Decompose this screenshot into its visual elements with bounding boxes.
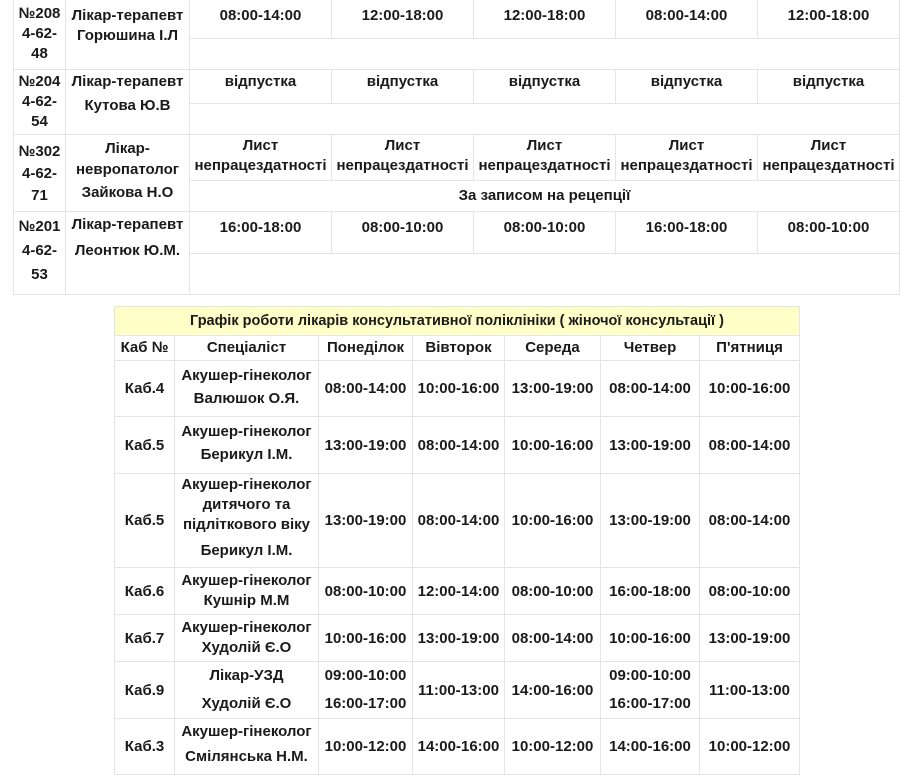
cabinet-cell: №208 4-62- 48: [13, 0, 66, 70]
table-row: [114, 417, 800, 474]
schedule-cell: 08:00-10:00: [505, 568, 601, 615]
schedule-cell: Лист непрацездатності: [758, 135, 900, 181]
schedule-cell: 10:00-16:00: [413, 361, 505, 417]
schedule-cell: 08:00-14:00: [505, 615, 601, 662]
column-header: Понеділок: [319, 336, 413, 361]
schedule-cell: 08:00-14:00: [190, 0, 332, 39]
schedule-cell: 13:00-19:00: [601, 474, 700, 568]
schedule-cell: відпустка: [190, 70, 332, 104]
schedule-cell: 16:00-18:00: [601, 568, 700, 615]
empty-cell: [190, 39, 900, 70]
specialist-cell: Акушер-гінеколог Смілянська Н.М.: [175, 719, 319, 775]
specialist-cell: Лікар-УЗД Худолій Є.О: [175, 662, 319, 719]
schedule-cell: 12:00-18:00: [332, 0, 474, 39]
cabinet-cell: Каб.6: [114, 568, 175, 615]
specialist-cell: Акушер-гінеколог Худолій Є.О: [175, 615, 319, 662]
table-row: [114, 568, 800, 615]
schedule-cell: 13:00-19:00: [319, 474, 413, 568]
specialist-cell: Акушер-гінеколог дитячого та підліткового віку Берикул І.М.: [175, 474, 319, 568]
schedule-cell: 10:00-16:00: [319, 615, 413, 662]
schedule-cell: 08:00-10:00: [758, 212, 900, 254]
therapists-schedule-table: [13, 0, 900, 295]
cabinet-cell: Каб.3: [114, 719, 175, 775]
schedule-cell: 08:00-14:00: [413, 474, 505, 568]
schedule-cell: 08:00-10:00: [700, 568, 800, 615]
table-row: [114, 662, 800, 719]
specialist-cell: Акушер-гінеколог Кушнір М.М: [175, 568, 319, 615]
schedule-cell: 12:00-14:00: [413, 568, 505, 615]
schedule-cell: 16:00-18:00: [190, 212, 332, 254]
table-row: [13, 70, 900, 104]
empty-cell: [190, 254, 900, 295]
schedule-cell: 11:00-13:00: [700, 662, 800, 719]
schedule-cell: 08:00-14:00: [700, 474, 800, 568]
schedule-cell: Лист непрацездатності: [332, 135, 474, 181]
column-header: Четвер: [601, 336, 700, 361]
schedule-cell: 13:00-19:00: [700, 615, 800, 662]
schedule-cell: 09:00-10:00 16:00-17:00: [319, 662, 413, 719]
schedule-cell: 12:00-18:00: [758, 0, 900, 39]
table-row: [13, 212, 900, 254]
schedule-cell: 08:00-14:00: [616, 0, 758, 39]
schedule-cell: 08:00-14:00: [413, 417, 505, 474]
schedule-cell: 10:00-12:00: [700, 719, 800, 775]
specialist-cell: Лікар-терапевт Кутова Ю.В: [66, 70, 190, 135]
specialist-cell: Лікар-терапевт Горюшина І.Л: [66, 0, 190, 70]
cabinet-cell: №201 4-62- 53: [13, 212, 66, 295]
schedule-cell: Лист непрацездатності: [616, 135, 758, 181]
cabinet-cell: №302 4-62- 71: [13, 135, 66, 212]
schedule-cell: 14:00-16:00: [505, 662, 601, 719]
schedule-cell: 14:00-16:00: [413, 719, 505, 775]
schedule-cell: Лист непрацездатності: [474, 135, 616, 181]
schedule-cell: Лист непрацездатності: [190, 135, 332, 181]
schedule-cell: 08:00-10:00: [319, 568, 413, 615]
column-header: Каб №: [114, 336, 175, 361]
table-row: [114, 474, 800, 568]
schedule-cell: відпустка: [616, 70, 758, 104]
schedule-cell: 13:00-19:00: [505, 361, 601, 417]
column-header: Спеціаліст: [175, 336, 319, 361]
column-header: П'ятниця: [700, 336, 800, 361]
specialist-cell: Лікар-терапевт Леонтюк Ю.М.: [66, 212, 190, 295]
header-row: [114, 336, 800, 361]
schedule-cell: 16:00-18:00: [616, 212, 758, 254]
table-row: [114, 361, 800, 417]
schedule-cell: 08:00-10:00: [474, 212, 616, 254]
schedule-caption: Графік роботи лікарів консультативної поліклініки ( жіночої консультації ): [114, 306, 800, 336]
cabinet-cell: Каб.9: [114, 662, 175, 719]
empty-cell: [190, 104, 900, 135]
schedule-cell: 11:00-13:00: [413, 662, 505, 719]
schedule-cell: 08:00-14:00: [601, 361, 700, 417]
schedule-cell: 10:00-16:00: [601, 615, 700, 662]
column-header: Вівторок: [413, 336, 505, 361]
cabinet-cell: Каб.5: [114, 417, 175, 474]
schedule-cell: відпустка: [758, 70, 900, 104]
schedule-cell: 12:00-18:00: [474, 0, 616, 39]
table-row: [13, 0, 900, 39]
table-row: [114, 615, 800, 662]
specialist-cell: Лікар- невропатолог Зайкова Н.О: [66, 135, 190, 212]
schedule-cell: 08:00-14:00: [700, 417, 800, 474]
schedule-cell: 10:00-16:00: [505, 417, 601, 474]
appointment-note: За записом на рецепції: [190, 181, 900, 212]
cabinet-cell: Каб.7: [114, 615, 175, 662]
table-row: [114, 719, 800, 775]
schedule-cell: 14:00-16:00: [601, 719, 700, 775]
schedule-cell: відпустка: [474, 70, 616, 104]
schedule-cell: 10:00-16:00: [505, 474, 601, 568]
schedule-cell: 13:00-19:00: [601, 417, 700, 474]
womens-consultation-schedule-table: [114, 306, 800, 775]
schedule-cell: 08:00-10:00: [332, 212, 474, 254]
column-header: Середа: [505, 336, 601, 361]
schedule-cell: 10:00-16:00: [700, 361, 800, 417]
cabinet-cell: Каб.4: [114, 361, 175, 417]
schedule-cell: 13:00-19:00: [319, 417, 413, 474]
schedule-cell: 10:00-12:00: [319, 719, 413, 775]
table-row: [13, 135, 900, 181]
schedule-cell: 08:00-14:00: [319, 361, 413, 417]
cabinet-cell: №204 4-62- 54: [13, 70, 66, 135]
schedule-cell: 09:00-10:00 16:00-17:00: [601, 662, 700, 719]
schedule-cell: 10:00-12:00: [505, 719, 601, 775]
specialist-cell: Акушер-гінеколог Берикул І.М.: [175, 417, 319, 474]
schedule-cell: 13:00-19:00: [413, 615, 505, 662]
schedule-cell: відпустка: [332, 70, 474, 104]
specialist-cell: Акушер-гінеколог Валюшок О.Я.: [175, 361, 319, 417]
cabinet-cell: Каб.5: [114, 474, 175, 568]
